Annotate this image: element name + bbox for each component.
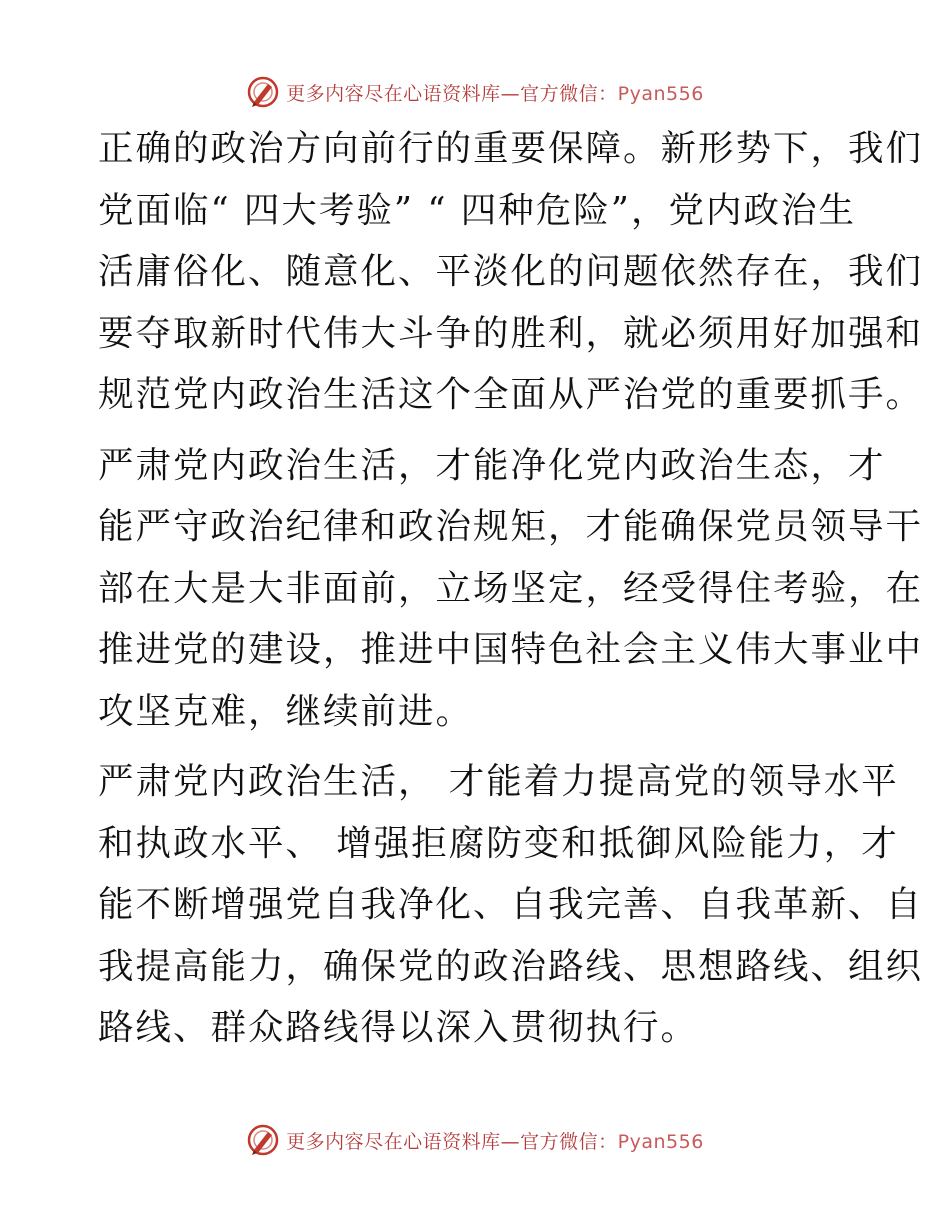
text-line: 规范党内政治生活这个全面从严治党的重要抓手。 <box>98 374 924 415</box>
text-line: 能严守政治纪律和政治规矩，才能确保党员领导干 <box>98 506 924 547</box>
paragraph-2 <box>98 435 924 743</box>
text-line: 严肃党内政治生活， 才能着力提高党的领导水平 <box>98 761 899 802</box>
text-line: 党面临“ 四大考验” “ 四种危险”，党内政治生 <box>98 189 856 231</box>
text-line: 路线、群众路线得以深入贯彻执行。 <box>98 1007 699 1048</box>
footer-watermark <box>0 1120 950 1160</box>
text-line: 我提高能力，确保党的政治路线、思想路线、组织 <box>98 945 924 987</box>
pen-logo-icon <box>246 1123 280 1157</box>
text-line: 严肃党内政治生活，才能净化党内政治生态，才 <box>98 444 886 486</box>
text-line: 能不断增强党自我净化、自我完善、自我革新、自 <box>98 884 924 925</box>
text-line: 部在大是大非面前，立场坚定，经受得住考验，在 <box>98 567 924 609</box>
header-watermark <box>0 72 950 112</box>
text-line: 攻坚克难，继续前进。 <box>98 690 474 732</box>
text-line: 要夺取新时代伟大斗争的胜利，就必须用好加强和 <box>98 312 924 354</box>
text-line: 正确的政治方向前行的重要保障。新形势下，我们 <box>98 128 924 169</box>
pen-logo-icon <box>246 75 280 109</box>
paragraph-1 <box>98 118 924 426</box>
text-line: 推进党的建设，推进中国特色社会主义伟大事业中 <box>98 629 924 670</box>
watermark-text: 更多内容尽在心语资料库—官方微信：Pyan556 <box>286 82 704 105</box>
paragraph-3 <box>98 751 924 1059</box>
text-line: 和执政水平、 增强拒腐防变和抵御风险能力，才 <box>98 822 899 864</box>
document-body <box>98 118 924 1059</box>
text-line: 活庸俗化、随意化、平淡化的问题依然存在，我们 <box>98 251 924 292</box>
watermark-text: 更多内容尽在心语资料库—官方微信：Pyan556 <box>286 1130 704 1153</box>
